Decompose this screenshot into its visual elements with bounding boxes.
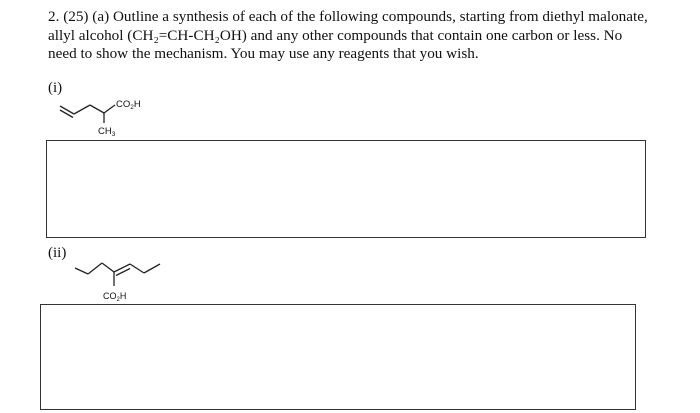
part-i-label: (i)	[48, 80, 63, 96]
part-i-skeleton	[60, 105, 115, 123]
question-text: 2. (25) (a) Outline a synthesis of each of the following compounds, starting from diethyl malonate, allyl alcohol (CH₂=CH-CH₂OH) and any other compounds that contain one carbon or less. No need to show the mechanism. You may use any reagents that you wish.	[48, 8, 648, 63]
part-i-structure	[60, 90, 200, 142]
part-ii-skeleton	[75, 263, 160, 286]
part-ii-structure	[70, 256, 170, 306]
part-i-methyl-label: $CH_3$	[98, 126, 116, 138]
part-i-answer-box[interactable]	[46, 140, 646, 238]
question-prompt	[48, 8, 648, 64]
part-ii-label: (ii)	[48, 245, 67, 261]
part-ii-answer-box[interactable]	[40, 304, 636, 410]
part-ii-acid-label: $CO_2H$	[103, 291, 127, 303]
part-i-acid-label: $CO_2H$	[116, 99, 141, 111]
